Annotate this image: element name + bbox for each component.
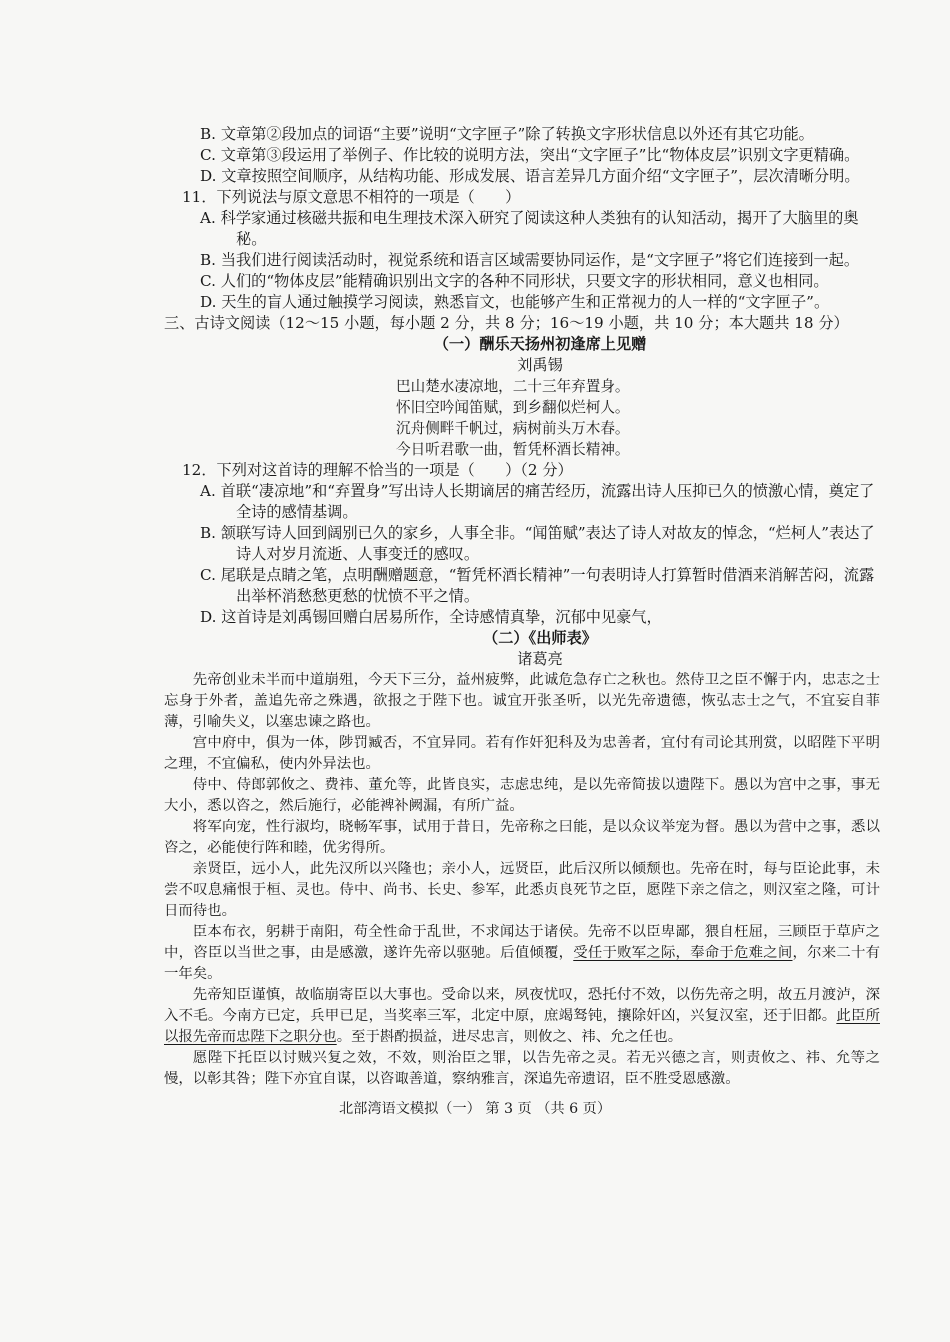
- prose-paragraph-7: [164, 985, 880, 1048]
- poem-line: 巴山楚水凄凉地，二十三年弃置身。: [396, 378, 630, 395]
- page-footer: 北部湾语文模拟（一） 第 3 页 （共 6 页）: [338, 1101, 612, 1117]
- prose-paragraph: 愿陛下托臣以讨贼兴复之效，不效，则治臣之罪，以告先帝之灵。若无兴德之言，则责攸之、祎、允等之慢，以彰其咎；陛下亦宜自谋，以咨诹善道，察纳雅言，深追先帝遗诏，臣不胜受恩感激。: [164, 1050, 880, 1087]
- option-label: B.: [200, 524, 216, 542]
- option-text: 人们的“物体皮层”能精确识别出文字的各种不同形状，只要文字的形状相同，意义也相同。: [220, 272, 829, 290]
- section-3-heading: 三、古诗文阅读（12～15 小题，每小题 2 分，共 8 分；16～19 小题，共 10 分；本大题共 18 分）: [164, 314, 849, 332]
- poem-line: 今日听君歌一曲，暂凭杯酒长精神。: [396, 441, 630, 458]
- prose-paragraph: 亲贤臣，远小人，此先汉所以兴隆也；亲小人，远贤臣，此后汉所以倾颓也。先帝在时，每与臣论此事，未尝不叹息痛恨于桓、灵也。侍中、尚书、长史、参军，此悉贞良死节之臣，愿陛下亲之信之，则汉室之隆，可计日而待也。: [164, 861, 880, 919]
- option-text: 文章按照空间顺序，从结构功能、形成发展、语言差异几方面介绍“文字匣子”，层次清晰分明。: [221, 167, 860, 185]
- q12-stem: 12．下列对这首诗的理解不恰当的一项是（ ）（2 分）: [182, 461, 573, 479]
- option-label: D.: [200, 167, 217, 185]
- option-label: B.: [200, 251, 216, 269]
- q11-options: [200, 208, 880, 313]
- option-text: 文章第③段运用了举例子、作比较的说明方法，突出“文字匣子”比“物体皮层”识别文字更精确。: [220, 146, 860, 164]
- prose-paragraph: 侍中、侍郎郭攸之、费祎、董允等，此皆良实，志虑忠纯，是以先帝简拔以遗陛下。愚以为宫中之事，事无大小，悉以咨之，然后施行，必能裨补阙漏，有所广益。: [164, 777, 880, 814]
- option-label: D.: [200, 293, 217, 311]
- prose-body: [164, 670, 880, 1090]
- q10-option-d: [200, 166, 880, 187]
- prose-paragraph: 先帝创业未半而中道崩殂，今天下三分，益州疲弊，此诚危急存亡之秋也。然侍卫之臣不懈于内，忠志之士忘身于外者，盖追先帝之殊遇，欲报之于陛下也。诚宜开张圣听，以光先帝遗德，恢弘志士之气，不宜妄自菲薄，引喻失义，以塞忠谏之路也。: [164, 672, 880, 730]
- q11-stem: 11．下列说法与原文意思不相符的一项是（ ）: [182, 188, 521, 206]
- q12-option-b: [200, 523, 880, 565]
- option-text: 天生的盲人通过触摸学习阅读，熟悉盲文，也能够产生和正常视力的人一样的“文字匣子”。: [221, 293, 830, 311]
- option-text: 文章第②段加点的词语“主要”说明“文字匣子”除了转换文字形状信息以外还有其它功能。: [220, 125, 814, 143]
- poem-author: 刘禹锡: [517, 356, 563, 374]
- q10-options: [200, 124, 880, 187]
- poem-line: 沉舟侧畔千帆过，病树前头万木春。: [396, 420, 630, 437]
- poem-line: 怀旧空吟闻笛赋，到乡翻似烂柯人。: [396, 399, 630, 416]
- prose-author: 诸葛亮: [517, 650, 563, 668]
- q11-option-c: [200, 271, 880, 292]
- underlined-sentence: 此臣所以报先帝而忠陛下之职分也: [164, 1008, 880, 1045]
- q11-option-d: [200, 292, 880, 313]
- option-label: A.: [200, 209, 216, 227]
- q10-option-c: [200, 145, 880, 166]
- option-text: 首联“凄凉地”和“弃置身”写出诗人长期谪居的痛苦经历，流露出诗人压抑已久的愤激心情，奠定了全诗的感情基调。: [220, 482, 875, 521]
- q12-option-c: [200, 565, 880, 607]
- prose-paragraph-6: [164, 922, 880, 985]
- option-label: A.: [200, 482, 216, 500]
- q10-option-b: [200, 124, 880, 145]
- option-text: 尾联是点睛之笔，点明酬赠题意，“暂凭杯酒长精神”一句表明诗人打算暂时借酒来消解苦闷，流露出举杯消愁愁更愁的忧愤不平之情。: [220, 566, 875, 605]
- option-label: C.: [200, 272, 216, 290]
- prose-text: 先帝知臣谨慎，故临崩寄臣以大事也。受命以来，夙夜忧叹，恐托付不效，以伤先帝之明，故五月渡泸，深入不毛。今南方已定，兵甲已足，当奖率三军，北定中原，庶竭驽钝，攘除奸凶，兴复汉室，还于旧都。: [164, 987, 880, 1024]
- q11-option-b: [200, 250, 880, 271]
- option-label: D.: [200, 608, 217, 626]
- prose-paragraph: 将军向宠，性行淑均，晓畅军事，试用于昔日，先帝称之曰能，是以众议举宠为督。愚以为营中之事，悉以咨之，必能使行阵和睦，优劣得所。: [164, 819, 880, 856]
- option-label: C.: [200, 566, 216, 584]
- prose-text: ，尔来二十有一年矣。: [164, 945, 880, 982]
- option-text: 颔联写诗人回到阔别已久的家乡，人事全非。“闻笛赋”表达了诗人对故友的悼念，“烂柯人”表达了诗人对岁月流逝、人事变迁的感叹。: [220, 524, 875, 563]
- option-text: 这首诗是刘禹锡回赠白居易所作，全诗感情真挚，沉郁中见豪气，: [221, 608, 662, 626]
- option-label: C.: [200, 146, 216, 164]
- q12-option-d: [200, 607, 880, 628]
- poem-title: （一）酬乐天扬州初逢席上见赠: [433, 335, 647, 353]
- prose-paragraph: 宫中府中，俱为一体，陟罚臧否，不宜异同。若有作奸犯科及为忠善者，宜付有司论其刑赏，以昭陛下平明之理，不宜偏私，使内外异法也。: [164, 735, 880, 772]
- q12-options: [200, 481, 880, 628]
- prose-title: （二）《出师表》: [483, 629, 597, 647]
- option-text: 当我们进行阅读活动时，视觉系统和语言区域需要协同运作，是“文字匣子”将它们连接到一起。: [220, 251, 860, 269]
- q11-option-a: [200, 208, 880, 250]
- option-text: 科学家通过核磁共振和电生理技术深入研究了阅读这种人类独有的认知活动，揭开了大脑里的奥秘。: [220, 209, 859, 248]
- prose-text: 。至于斟酌损益，进尽忠言，则攸之、祎、允之任也。: [336, 1029, 683, 1045]
- prose-text: 臣本布衣，躬耕于南阳，苟全性命于乱世，不求闻达于诸侯。先帝不以臣卑鄙，猥自枉屈，三顾臣于草庐之中，咨臣以当世之事，由是感激，遂许先帝以驱驰。后值倾覆，: [164, 924, 880, 961]
- poem-body: [200, 376, 880, 460]
- option-label: B.: [200, 125, 216, 143]
- q12-option-a: [200, 481, 880, 523]
- underlined-sentence: 受任于败军之际，奉命于危难之间: [573, 945, 793, 961]
